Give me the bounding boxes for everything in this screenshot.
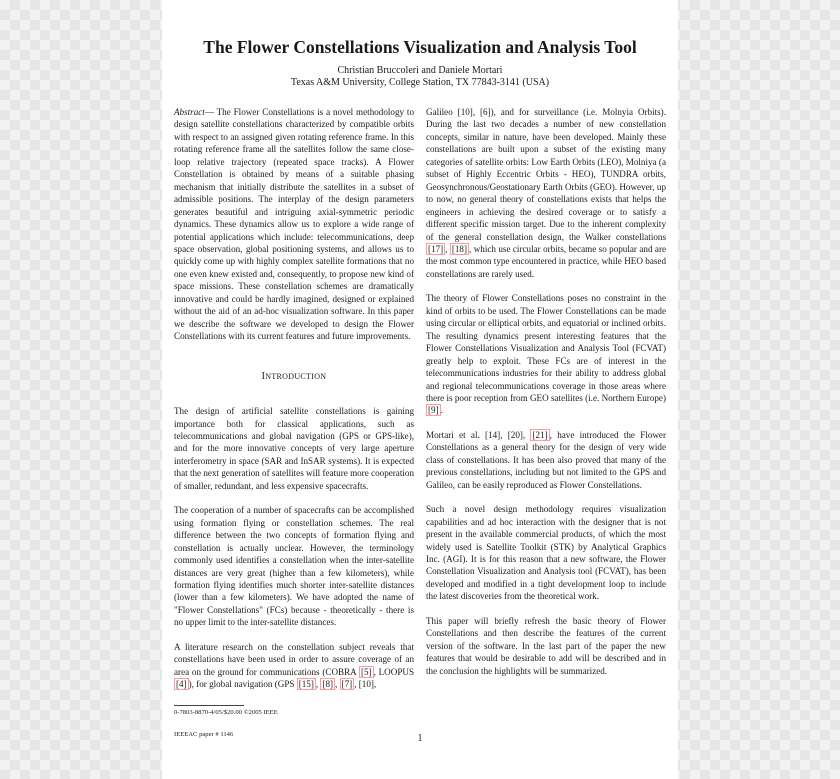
ref-link-7[interactable]: [7]: [341, 679, 353, 690]
ref-link-18[interactable]: [18]: [451, 243, 468, 254]
right-paragraph-4: Such a novel design methodology requires visualization capabilities and ad hoc interaction with the designer that is not present in the available commercial products, of which the most widely used is Satellite Toolkit (STK) by Analytical Graphics Inc. (AGI). It is for this reason that a new software, the Flower Constellation Visualization and Analysis tool (FCVAT), has been developed and modified in a tight development loop to include the latest discoveries from the theoretical work.: [426, 504, 666, 602]
intro-paragraph-2: The cooperation of a number of spacecrafts can be accomplished using formation flying or constellation schemes. The real difference between the two concepts of formation flying and constellation is actually unclear. However, the terminology commonly used identifies a constellation when the inter-satellite distances are very great (higher than a few kilometers), while formation flying identifies much shorter inter-satellite distances (lower than a few kilometers). We have adopted the name of "Flower Constellations" (FCs) because - theoretically - there is no upper limit to the inter-satellite distances.: [174, 505, 414, 628]
ref-link-4[interactable]: [4]: [176, 679, 187, 690]
lit-loopus: LOOPUS: [378, 666, 414, 677]
right-p2-text: The theory of Flower Constellations poses no constraint in the kind of orbits to be used. The Flower Constellations can be made using circular or elliptical orbits, and equatorial or inclined orbits. The resulting dynamics present interesting features that the Flower Constellations Visualization and Analysis Tool (FCVAT) greatly help to exploit. These FCs are of interest in the telecommunications industries for their ability to address global and regional telecommunications coverage in those areas where there is poor reception from GEO satellites (i.e. Northern Europe): [426, 293, 666, 403]
footnote-paper-id: IEEEAC paper # 1146: [174, 730, 234, 738]
paper-page: [162, 0, 678, 779]
ref-link-5[interactable]: [5]: [360, 666, 372, 677]
paper-authors: Christian Bruccoleri and Daniele Mortari: [337, 65, 503, 76]
ref-10: [10]: [358, 679, 374, 690]
right-column: [426, 106, 666, 752]
ref-link-8[interactable]: [8]: [322, 679, 334, 690]
intro-paragraph-1: The design of artificial satellite constellations is gaining importance both for classical applications, such as telecommunications and global navigation (GPS or GPS-like), and for the more innovative concepts of very large aperture interferometry in space (SAR and InSAR systems). It is expected that the next generation of satellites will feature more cooperation of smaller, redundant, and less expensive spacecrafts.: [174, 406, 414, 491]
right-p3-start: Mortari et al. [14], [20],: [426, 429, 526, 440]
right-paragraph-5: This paper will briefly refresh the basic theory of Flower Constellations and then describe the features of the current version of the software. In the last part of the paper the new features that would be desirable to add will be described and in the conclusion the highlights will be summarized.: [426, 615, 666, 676]
paper-affiliation: Texas A&M University, College Station, TX 77843-3141 (USA): [290, 77, 550, 88]
section-heading-initial: I: [261, 370, 266, 382]
ref-link-17[interactable]: [17]: [428, 243, 444, 254]
right-p1-end: which use circular orbits, became so popular and are the most common type encountered in practice, while HEO based constellations are rarely used.: [426, 243, 667, 279]
footnote-isbn: 0-7803-8870-4/05/$20.00 ©2005 IEEE: [174, 708, 278, 716]
abstract-label: Abstract: [174, 107, 205, 117]
ref-link-21[interactable]: [21]: [532, 429, 548, 440]
paper-title: The Flower Constellations Visualization and Analysis Tool: [203, 37, 637, 57]
lit-gps: for global navigation (GPS: [196, 679, 295, 690]
right-paragraph-2: The theory of Flower Constellations poses no constraint in the kind of orbits to be used. The Flower Constellations can be made using circular or elliptical orbits, and equatorial or inclined orbits. The resulting dynamics present interesting features that the Flower Constellations Visualization and Analysis Tool (FCVAT) greatly help to exploit. These FCs are of interest in the telecommunications industries for their ability to address global and regional telecommunications coverage in those areas where there is poor reception from GEO satellites (i.e. Northern Europe) [9] .: [426, 293, 666, 416]
right-p3-end: have introduced the Flower Constellations as a general theory for the design of very wide class of constellations. It has been also proved that many of the previous constellations, including but not limited to the GPS and Galileo, can be easily reproduced as Flower Constellations.: [426, 429, 666, 490]
right-p1-text: Galileo [10], [6]), and for surveillance (i.e. Molnyia Orbits). During the last two decades a number of new constellation concepts, similar in nature, have been developed. Mainly these constellations are built upon a subset of the existing many categories of satellite orbits: Low Earth Orbits (LEO), Molniya (a subset of Highly Eccentric Orbits - HEO), TUNDRA orbits, Geosynchronous/Geostationary Earth Orbits (GEO). However, up to now, no general theory of constellations exists that helps the engineers in achieving the desired coverage or to satisfy a different specific mission target. Due to the inherent complexity of the general constellation design, the Walker constellations: [426, 107, 666, 242]
right-paragraph-1: Galileo [10], [6]), and for surveillance (i.e. Molnyia Orbits). During the last two decades a number of new constellation concepts, similar in nature, have been developed. Mainly these constellations are built upon a subset of the existing many categories of satellite orbits: Low Earth Orbits (LEO), Molniya (a subset of Highly Eccentric Orbits - HEO), TUNDRA orbits, Geosynchronous/Geostationary Earth Orbits (GEO). However, up to now, no general theory of constellations exists that helps the engineers in achieving the desired coverage or to satisfy a different specific mission target. Due to the inherent complexity of the general constellation design, the Walker constellations [17] , [18] , which use circular orbits, became so popular and are the most common type encountered in practice, while HEO based constellations are rarely used.: [426, 107, 667, 279]
page-number: 1: [417, 733, 423, 744]
abstract-paragraph: [174, 106, 414, 343]
two-column-body: [174, 106, 666, 752]
section-heading-introduction: [174, 371, 414, 383]
abstract-text: — The Flower Constellations is a novel methodology to design satellite constellations characterized by compatible orbits with respect to an assigned given rotating reference frame. In this rotating reference frame all the satellites follow the same close-loop relative trajectory (repeated space tracks). A Flower Constellation is obtained by means of a suitable phasing mechanism that initially distribute the satellites in a subset of admissible positions. The interplay of the design parameters generates beautiful and intriguing axial-symmetric periodic dynamics. These dynamics allow us to explore a wide range of potential applications which include: telecommunications, deep space observation, global positioning systems, and allows us to quickly come up with highly complex satellite formations that no one even knew existed and, consequently, to propose new kind of space missions. These constellation schemes are dramatically innovative and could be hardly imagined, designed or explained without the aid of an ad-hoc visualization software. In this paper we describe the software we developed to design the Flower Constellations with its current features and future improvements.: [174, 107, 414, 342]
ref-link-15[interactable]: [15]: [298, 679, 314, 690]
left-column: [174, 106, 414, 752]
lit-text: A literature research on the constellation subject reveals that constellations have been used in order to assure coverage of an area on the ground for communications (COBRA: [174, 641, 414, 677]
intro-paragraph-3: A literature research on the constellation subject reveals that constellations have been used in order to assure coverage of an area on the ground for communications (COBRA [5] , LOOPUS [4] ), for global navigation (GPS [15] , [8] , [7] , [10],: [174, 641, 414, 690]
section-heading-rest: NTRODUCTION: [265, 371, 327, 381]
right-paragraph-3: Mortari et al. [14], [20], [21] , have introduced the Flower Constellations as a general theory for the design of very wide class of constellations. It has been also proved that many of the previous constellations, including but not limited to the GPS and Galileo, can be easily reproduced as Flower Constellations.: [426, 429, 666, 490]
footnote-rule: [174, 705, 244, 706]
ref-link-9[interactable]: [9]: [428, 405, 439, 416]
